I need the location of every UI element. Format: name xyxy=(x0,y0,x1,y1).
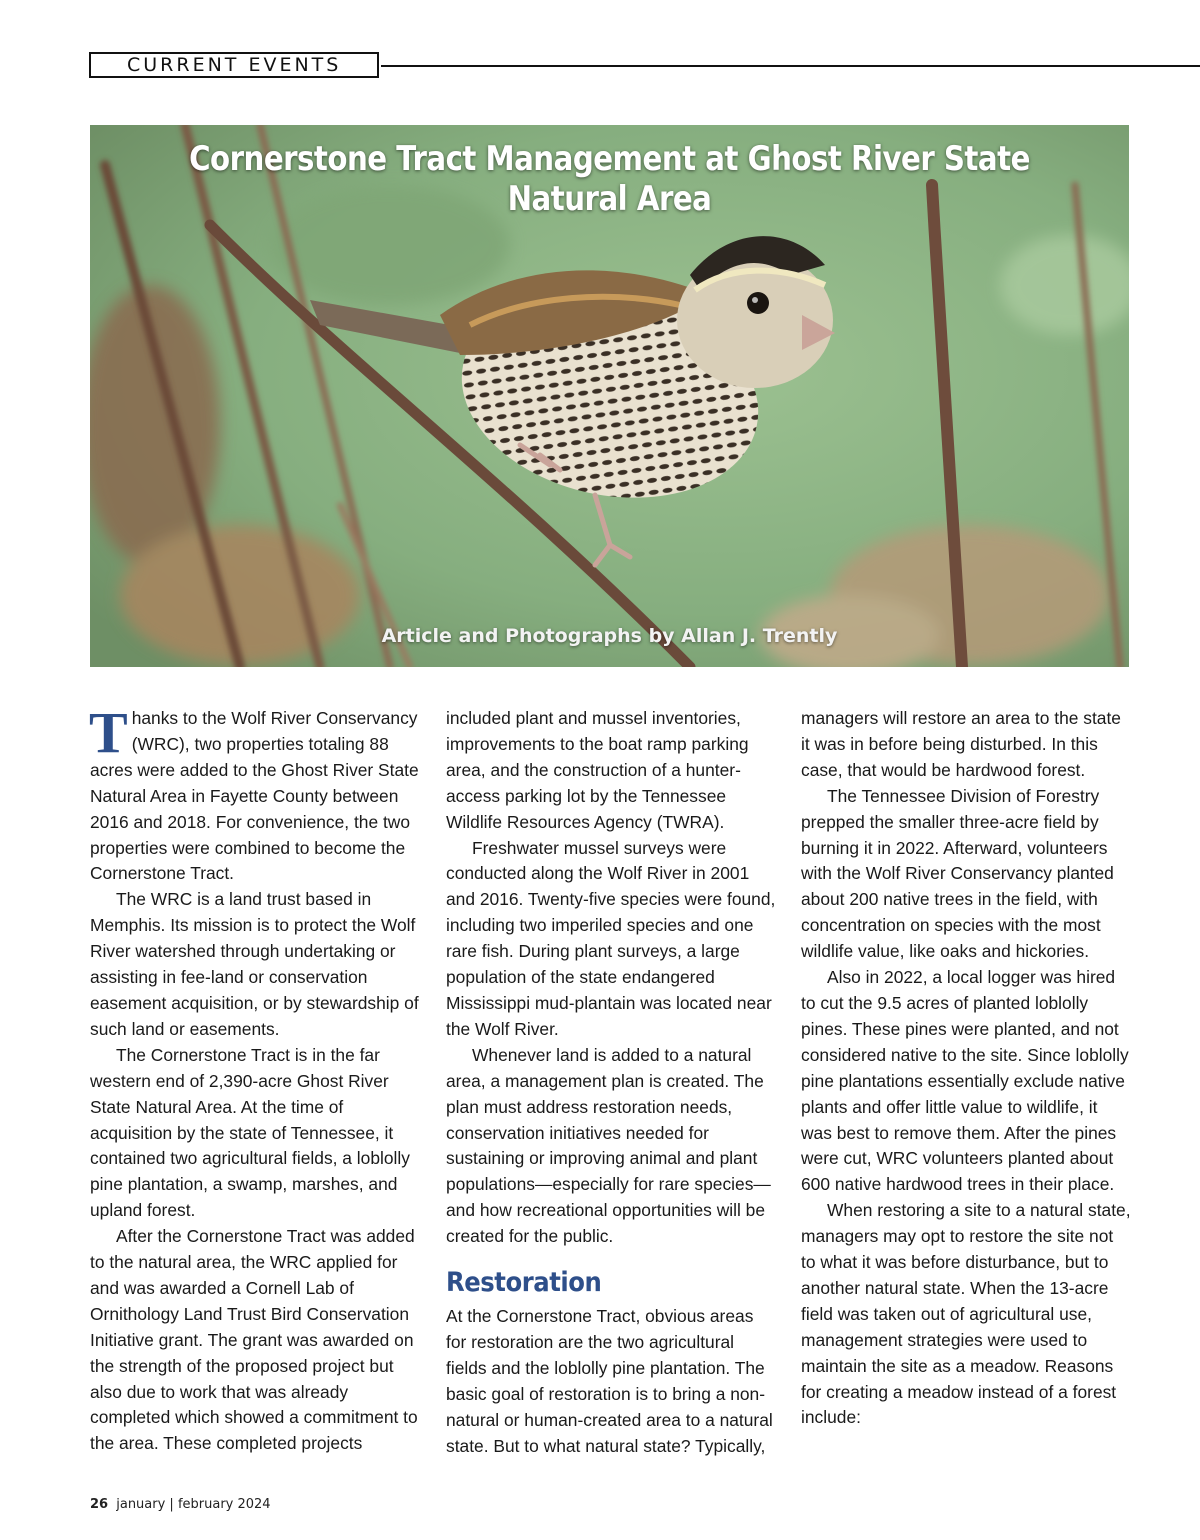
section-label: CURRENT EVENTS xyxy=(89,52,379,78)
paragraph: included plant and mussel inventories, improvements to the boat ramp parking area, and the construction of a hunter-access parking lot by the Tennessee Wildlife Resources Agency (TWRA). xyxy=(446,708,749,832)
page-footer xyxy=(90,1497,271,1512)
drop-cap: T xyxy=(89,700,128,765)
byline: Article and Photographs by Allan J. Trently xyxy=(381,625,838,647)
paragraph: After the Cornerstone Tract was added to the natural area, the WRC applied for and was awarded a Cornell Lab of Ornithology Land Trust Bird Conservation Initiative grant. The grant was awarded on the strength of the proposed project but also due to work that was already completed which showed a commitment to the area. These completed projects xyxy=(90,1226,418,1454)
paragraph: The WRC is a land trust based in Memphis. Its mission is to protect the Wolf River watershed through undertaking or assisting in fee-land or conservation easement acquisition, or by stewardship of such land or easements. xyxy=(90,889,419,1039)
paragraph: When restoring a site to a natural state, managers may opt to restore the site not to what it was before disturbance, but to another natural state. When the 13-acre field was taken out of agricultural use, management strategies were used to maintain the site as a meadow. Reasons for creating a meadow instead of a forest include: xyxy=(801,1200,1131,1428)
paragraph: Also in 2022, a local logger was hired to cut the 9.5 acres of planted loblolly pines. These pines were planted, and not considered native to the site. Since loblolly pine plantations essentially exclude native plants and offer little value to wildlife, it was best to remove them. After the pines were cut, WRC volunteers planted about 600 native hardwood trees in their place. xyxy=(801,967,1129,1195)
subhead-restoration: Restoration xyxy=(446,1267,602,1299)
column-1 xyxy=(89,700,422,1457)
paragraph: Thanks to the Wolf River Conservancy (WRC), two properties totaling 88 acres were added to the Ghost River State Natural Area in Fayette County between 2016 and 2018. For convenience, the two properties were combined to become the Cornerstone Tract. xyxy=(89,700,419,884)
paragraph: At the Cornerstone Tract, obvious areas for restoration are the two agricultural fields and the loblolly pine plantation. The basic goal of restoration is to bring a non-natural or human-created area to a natural state. But to what natural state? Typically, xyxy=(446,1306,773,1456)
column-2 xyxy=(446,706,778,1459)
article-title: Cornerstone Tract Management at Ghost River State Natural Area xyxy=(189,139,1030,219)
header-rule xyxy=(381,65,1200,67)
paragraph: The Tennessee Division of Forestry prepped the smaller three-acre field by burning it in 2022. Afterward, volunteers with the Wolf River Conservancy planted about 200 native trees in the field, with concentration on species with the most wildlife value, like oaks and hickories. xyxy=(801,785,1114,962)
column-3 xyxy=(801,706,1131,1431)
issue-date: january | february 2024 xyxy=(116,1497,271,1512)
page-number: 26 xyxy=(90,1497,109,1512)
paragraph: managers will restore an area to the state it was in before being disturbed. In this case, that would be hardwood forest. xyxy=(801,708,1121,780)
paragraph: The Cornerstone Tract is in the far western end of 2,390-acre Ghost River State Natural Area. At the time of acquisition by the state of Tennessee, it contained two agricultural fields, a loblolly pine plantation, a swamp, marshes, and upland forest. xyxy=(90,1044,410,1221)
paragraph: Freshwater mussel surveys were conducted along the Wolf River in 2001 and 2016. Twenty-five species were found, including two imperiled species and one rare fish. During plant surveys, a large population of the state endangered Mississippi mud-plantain was located near the Wolf River. xyxy=(446,837,776,1039)
paragraph: Whenever land is added to a natural area, a management plan is created. The plan must address restoration needs, conservation initiatives needed for sustaining or improving animal and plant populations—especially for rare species—and how recreational opportunities will be created for the public. xyxy=(446,1044,771,1247)
hero-photo xyxy=(90,125,1129,667)
